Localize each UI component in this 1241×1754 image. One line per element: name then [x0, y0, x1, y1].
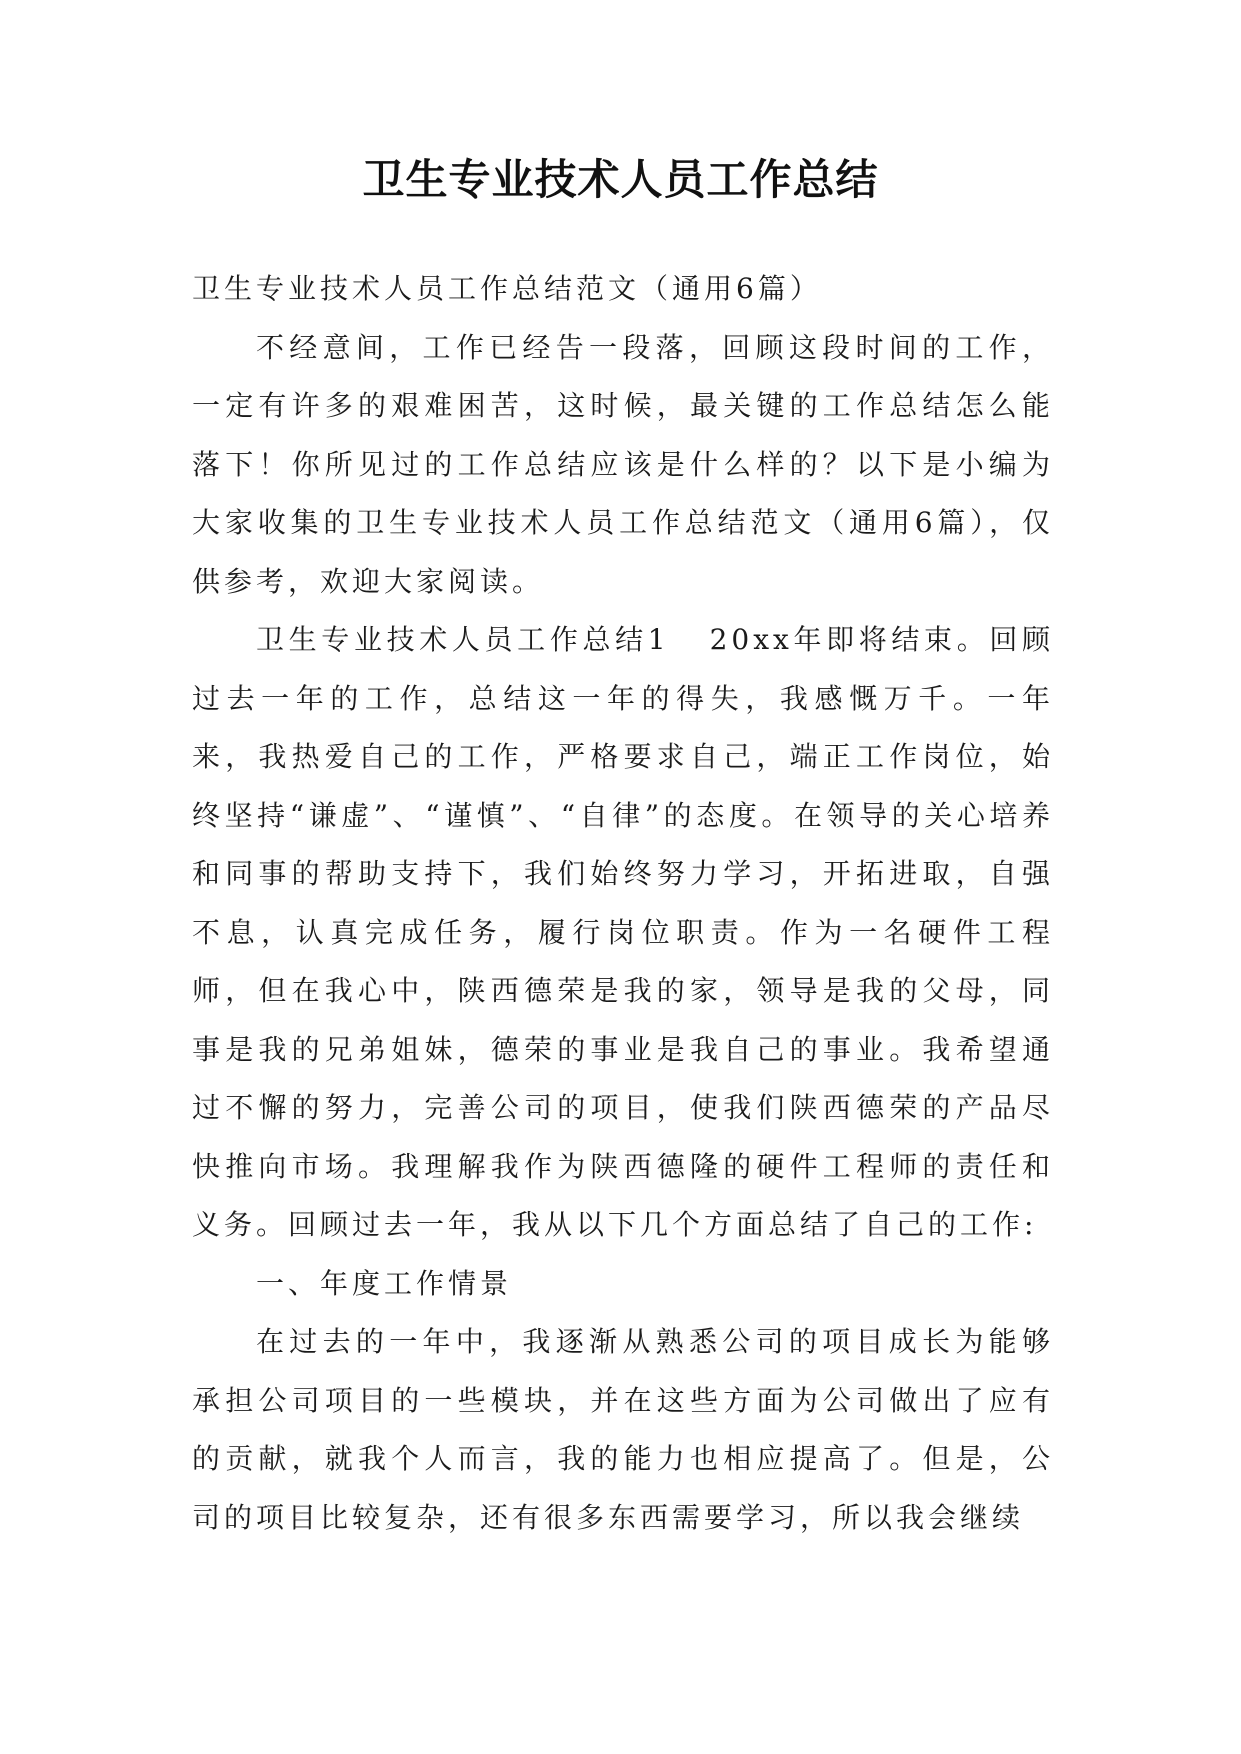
heading-annual-work: 一、年度工作情景 [256, 1266, 513, 1300]
paragraph-2: 在过去的一年中，我逐渐从熟悉公司的项目成长为能够承担公司项目的一些模块，并在这些方面为公司做出了应有的贡献，就我个人而言，我的能力也相应提高了。但是，公司的项目比较复杂，还有很多东西需要学习，所以我会继续 [192, 1325, 1054, 1534]
document-title: 卫生专业技术人员工作总结 [362, 155, 879, 204]
section-1-heading: 卫生专业技术人员工作总结1 [256, 623, 670, 656]
section-1-body: 20xx年即将结束。回顾过去一年的工作，总结这一年的得失，我感慨万千。一年来，我热爱自己的工作，严格要求自己，端正工作岗位，始终坚持“谦虚”、“谨慎”、“自律”的态度。在领导的关心培养和同事的帮助支持下，我们始终努力学习，开拓进取，自强不息，认真完成任务，履行岗位职责。作为一名硬件工程师，但在我心中，陕西德荣是我的家，领导是我的父母，同事是我的兄弟姐妹，德荣的事业是我自己的事业。我希望通过不懈的努力，完善公司的项目，使我们陕西德荣的产品尽快推向市场。我理解我作为陕西德隆的硬件工程师的责任和义务。回顾过去一年，我从以下几个方面总结了自己的工作: [192, 623, 1054, 1241]
intro-paragraph: 不经意间，工作已经告一段落，回顾这段时间的工作，一定有许多的艰难困苦，这时候，最关键的工作总结怎么能落下！你所见过的工作总结应该是什么样的？以下是小编为大家收集的卫生专业技术人员工作总结范文（通用6篇），仅供参考，欢迎大家阅读。 [192, 330, 1054, 598]
document-subtitle: 卫生专业技术人员工作总结范文（通用6篇） [192, 272, 822, 305]
section-1-paragraph [192, 611, 1054, 1255]
document-body [192, 260, 1054, 1547]
